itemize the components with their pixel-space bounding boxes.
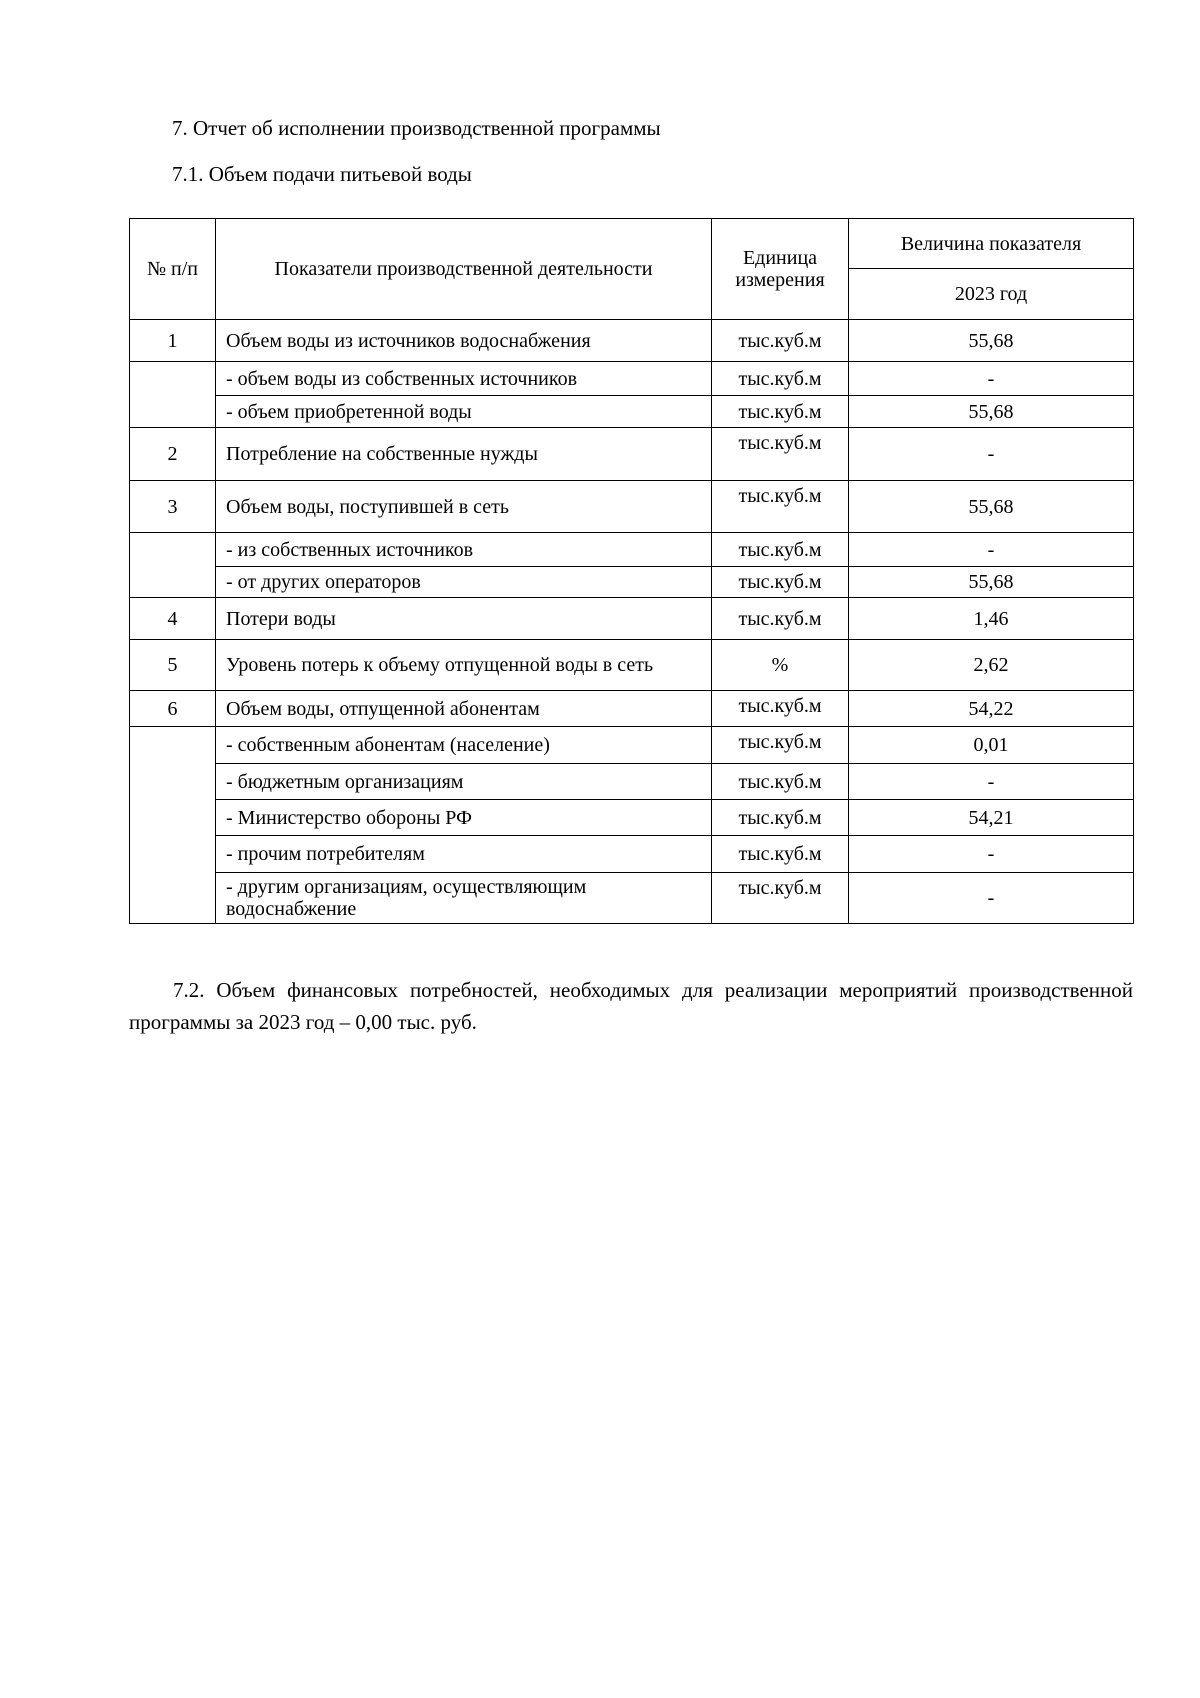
- row-unit: тыс.куб.м: [712, 691, 849, 727]
- row-label: Объем воды, отпущенной абонентам: [216, 691, 712, 727]
- row-unit: тыс.куб.м: [712, 598, 849, 640]
- row-num: 4: [130, 598, 216, 640]
- row-num: 5: [130, 640, 216, 691]
- row-value: 55,68: [849, 320, 1134, 362]
- row-value: 54,22: [849, 691, 1134, 727]
- table-row: [130, 362, 1134, 396]
- row-label: Уровень потерь к объему отпущенной воды в сеть: [216, 640, 712, 691]
- table-row: [130, 873, 1134, 924]
- table-row: [130, 691, 1134, 727]
- row-label: Объем воды, поступившей в сеть: [216, 481, 712, 533]
- row-unit: тыс.куб.м: [712, 428, 849, 481]
- row-label: - прочим потребителям: [216, 836, 712, 873]
- water-supply-table: [129, 218, 1134, 924]
- row-label: - собственным абонентам (население): [216, 727, 712, 764]
- row-label: - объем приобретенной воды: [216, 396, 712, 428]
- table-row: [130, 598, 1134, 640]
- row-unit: тыс.куб.м: [712, 481, 849, 533]
- table-row: [130, 428, 1134, 481]
- table-row: [130, 640, 1134, 691]
- row-num: 2: [130, 428, 216, 481]
- header-indicator: Показатели производственной деятельности: [216, 219, 712, 320]
- row-value: 1,46: [849, 598, 1134, 640]
- row-label: Объем воды из источников водоснабжения: [216, 320, 712, 362]
- row-num: [130, 727, 216, 924]
- header-unit: Единица измерения: [712, 219, 849, 320]
- row-num: 3: [130, 481, 216, 533]
- row-label: - другим организациям, осуществляющим водоснабжение: [216, 873, 712, 924]
- row-unit: тыс.куб.м: [712, 362, 849, 396]
- row-unit: тыс.куб.м: [712, 764, 849, 800]
- table-row: [130, 800, 1134, 836]
- financial-paragraph: 7.2. Объем финансовых потребностей, необходимых для реализации мероприятий производственной программы за 2023 год – 0,00 тыс. руб.: [129, 978, 1133, 1034]
- table-row: [130, 727, 1134, 764]
- row-label: Потребление на собственные нужды: [216, 428, 712, 481]
- row-num: 6: [130, 691, 216, 727]
- row-label: - от других операторов: [216, 567, 712, 598]
- row-label: Потери воды: [216, 598, 712, 640]
- subsection-heading: 7.1. Объем подачи питьевой воды: [172, 162, 472, 186]
- row-value: 55,68: [849, 396, 1134, 428]
- row-unit: тыс.куб.м: [712, 727, 849, 764]
- header-value: Величина показателя: [849, 219, 1134, 269]
- table-row: [130, 481, 1134, 533]
- row-unit: тыс.куб.м: [712, 873, 849, 924]
- section-heading: 7. Отчет об исполнении производственной программы: [172, 116, 661, 140]
- row-value: -: [849, 362, 1134, 396]
- row-num: [130, 533, 216, 598]
- row-value: 55,68: [849, 481, 1134, 533]
- row-value: 54,21: [849, 800, 1134, 836]
- row-unit: тыс.куб.м: [712, 800, 849, 836]
- row-unit: тыс.куб.м: [712, 533, 849, 567]
- row-unit: тыс.куб.м: [712, 320, 849, 362]
- row-value: 2,62: [849, 640, 1134, 691]
- row-label: - бюджетным организациям: [216, 764, 712, 800]
- header-year: 2023 год: [849, 269, 1134, 320]
- table-row: [130, 320, 1134, 362]
- table-row: [130, 533, 1134, 567]
- table-row: [130, 567, 1134, 598]
- row-value: -: [849, 533, 1134, 567]
- table-row: [130, 764, 1134, 800]
- row-value: 55,68: [849, 567, 1134, 598]
- table-row: [130, 836, 1134, 873]
- row-value: -: [849, 873, 1134, 924]
- table-row: [130, 396, 1134, 428]
- row-label: - объем воды из собственных источников: [216, 362, 712, 396]
- row-num: 1: [130, 320, 216, 362]
- row-value: -: [849, 764, 1134, 800]
- row-unit: тыс.куб.м: [712, 567, 849, 598]
- row-value: 0,01: [849, 727, 1134, 764]
- row-value: -: [849, 836, 1134, 873]
- row-value: -: [849, 428, 1134, 481]
- header-num: № п/п: [130, 219, 216, 320]
- row-num: [130, 362, 216, 428]
- row-unit: тыс.куб.м: [712, 836, 849, 873]
- row-label: - Министерство обороны РФ: [216, 800, 712, 836]
- row-unit: тыс.куб.м: [712, 396, 849, 428]
- row-label: - из собственных источников: [216, 533, 712, 567]
- row-unit: %: [712, 640, 849, 691]
